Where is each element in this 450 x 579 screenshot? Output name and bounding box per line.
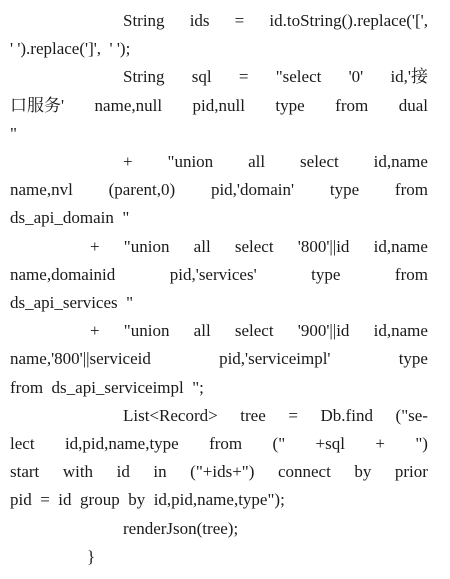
document-word: id,name [373, 236, 428, 256]
document-word: +sql [315, 434, 345, 453]
document-word: ") [415, 434, 428, 453]
document-word: with [62, 462, 94, 482]
document-word: (" [272, 434, 286, 453]
document-word: type [311, 264, 341, 284]
document-word: + [90, 321, 100, 341]
document-word: + [375, 434, 385, 453]
document-line: ' ').replace(']', ' '); [10, 39, 131, 59]
document-word: '0' [348, 67, 364, 87]
document-word: "union [123, 321, 170, 341]
document-line [123, 64, 428, 90]
document-word: = [288, 405, 298, 425]
document-word: id,pid,name,type [64, 434, 179, 453]
document-word: "union [167, 152, 214, 171]
document-word: connect [277, 462, 331, 482]
document-line [10, 93, 428, 119]
document-word: in [153, 462, 167, 482]
document-word: (parent,0) [108, 180, 176, 200]
document-word: type [275, 95, 305, 115]
document-word: Db.find [320, 405, 373, 425]
document-word: sql [191, 67, 212, 87]
document-word: id [116, 462, 130, 482]
document-word: id.toString().replace('[', [269, 11, 428, 30]
document-line [10, 346, 428, 372]
document-word: String [123, 11, 165, 30]
document-word: 口服务' [10, 95, 65, 115]
document-word: id,'接 [390, 67, 428, 87]
document-word: type [398, 349, 428, 369]
document-line: renderJson(tree); [123, 518, 239, 538]
document-line: from ds_api_serviceimpl "; [10, 377, 204, 397]
document-line [123, 149, 428, 175]
document-word: select [300, 152, 339, 171]
document-word: from [335, 95, 369, 115]
document-line: } [87, 546, 96, 566]
document-word: = [234, 11, 245, 30]
document-word: String [123, 67, 165, 87]
document-word: id,name [373, 152, 428, 171]
document-line [90, 318, 428, 344]
document-word: all [193, 236, 211, 256]
document-word: type [329, 180, 360, 200]
document-line [90, 234, 428, 260]
document-line [123, 403, 428, 429]
document-line: ds_api_domain " [10, 208, 130, 228]
document-word: dual [398, 95, 428, 115]
document-word: List<Record> [123, 405, 218, 425]
document-word: name,nvl [10, 180, 73, 200]
document-word: "union [123, 236, 170, 256]
document-word: id,name [373, 321, 428, 341]
document-line [10, 262, 428, 288]
document-word: prior [394, 462, 428, 482]
document-word: tree [240, 405, 266, 425]
document-word: = [238, 67, 249, 87]
document-word: pid,'serviceimpl' [219, 349, 331, 369]
document-word: from [394, 180, 428, 200]
document-line [10, 459, 428, 485]
document-word: from [394, 264, 428, 284]
document-word: pid,null [192, 95, 245, 115]
document-word: lect [10, 434, 35, 453]
document-word: by [354, 462, 372, 482]
document-word: ("se- [395, 405, 428, 425]
document-word: ids [189, 11, 210, 30]
document-word: '800'||id [297, 236, 350, 256]
document-word: select [234, 236, 274, 256]
document-word: from [209, 434, 243, 453]
document-word: start [10, 462, 40, 482]
document-word: + [90, 236, 100, 256]
document-line: " [10, 123, 17, 143]
document-line [10, 431, 428, 457]
document-word: select [234, 321, 274, 341]
document-word: name,domainid [10, 264, 116, 284]
document-word: name,'800'||serviceid [10, 349, 151, 369]
document-word: all [248, 152, 266, 171]
document-word: name,null [94, 95, 163, 115]
document-word: '900'||id [297, 321, 350, 341]
document-word: "select [275, 67, 322, 87]
document-word: all [193, 321, 211, 341]
document-word: + [123, 152, 133, 171]
document-line: ds_api_services " [10, 293, 134, 312]
document-line [10, 177, 428, 203]
document-word: pid,'domain' [210, 180, 295, 200]
document-line: pid = id group by id,pid,name,type"); [10, 490, 285, 510]
document-word: pid,'services' [169, 264, 257, 284]
document-word: ("+ids+") [190, 462, 255, 482]
document-line [123, 8, 428, 34]
